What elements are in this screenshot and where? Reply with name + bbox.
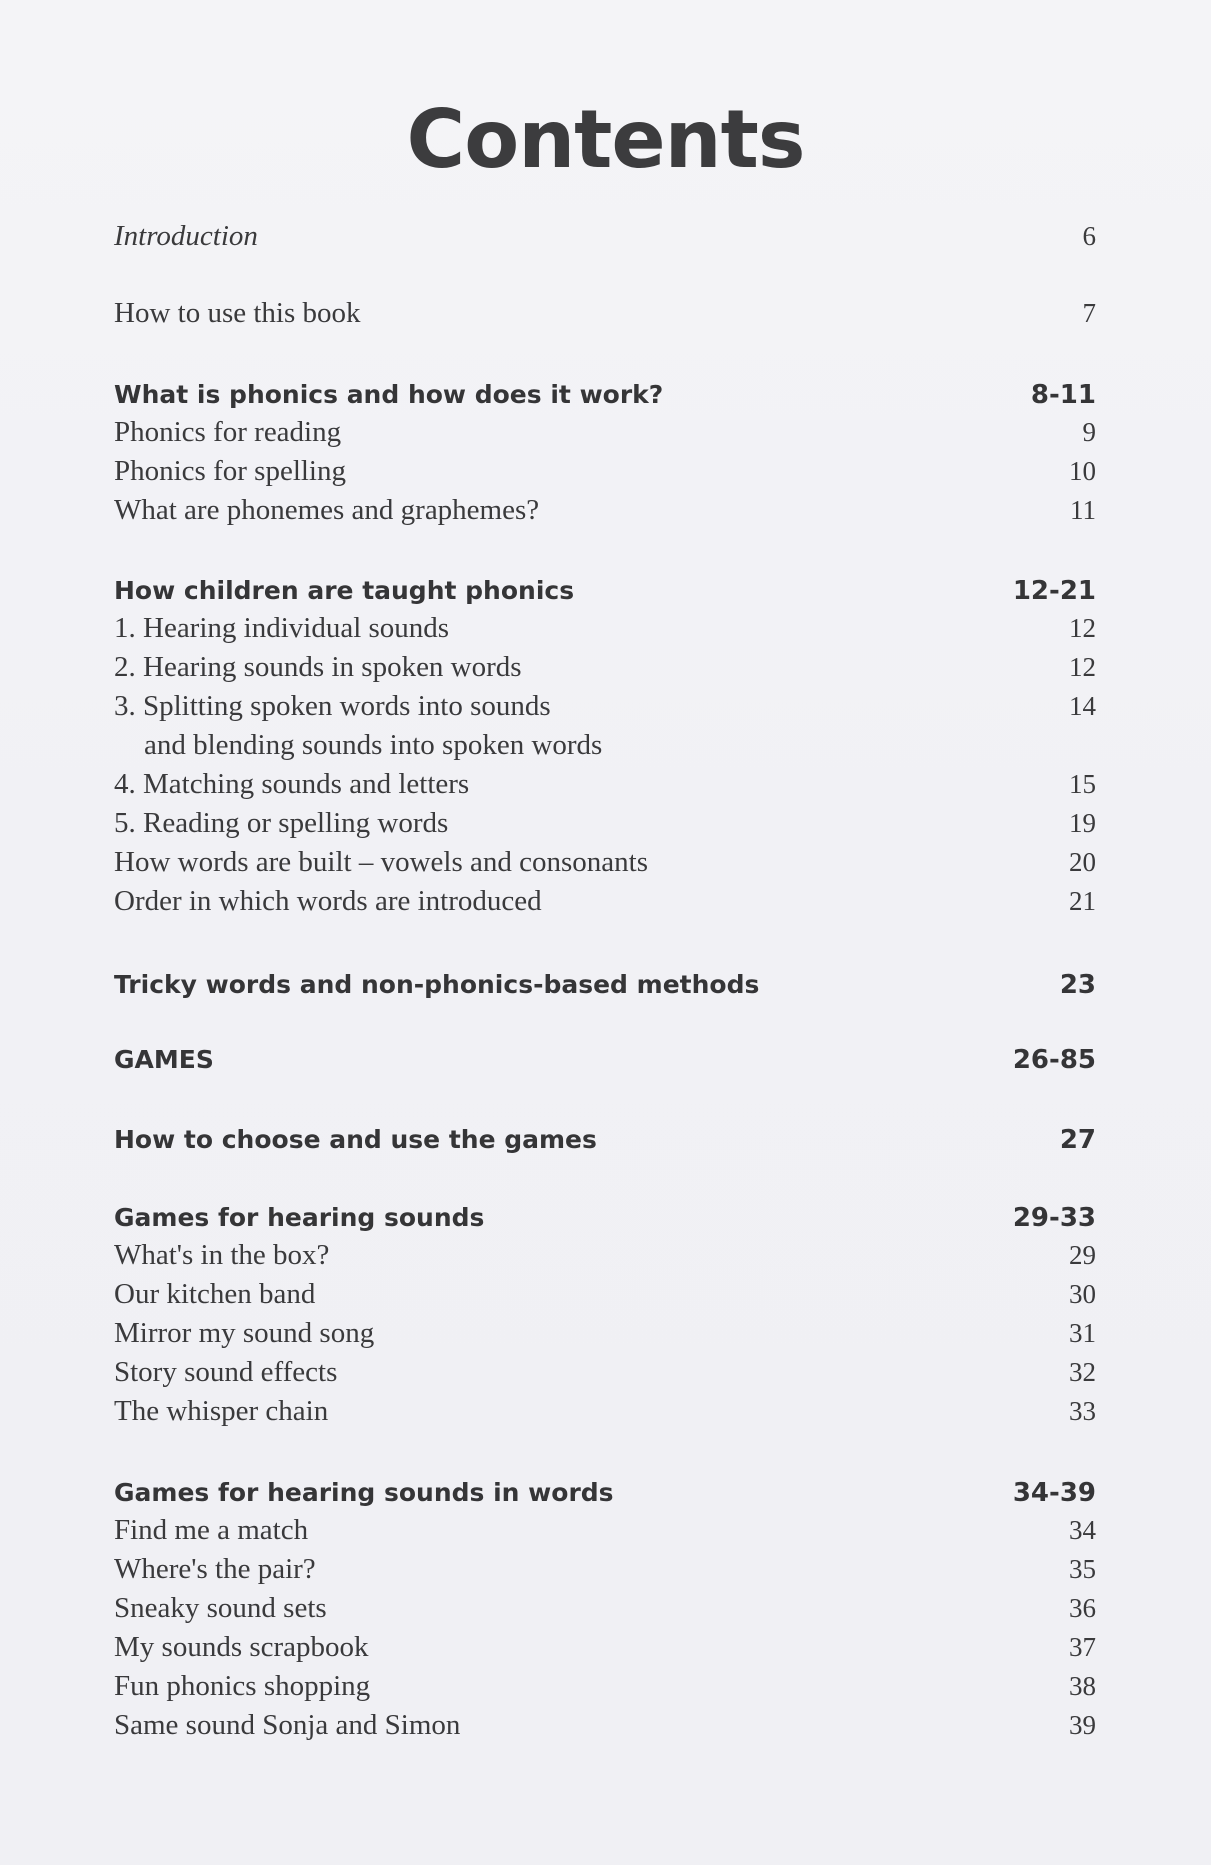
toc-entry-label: Introduction — [114, 220, 258, 252]
toc-entry — [114, 1395, 1096, 1428]
toc-entry-page: 19 — [1069, 808, 1096, 838]
toc-entry-page: 12 — [1069, 652, 1096, 682]
toc-section-page: 27 — [1059, 1125, 1096, 1155]
toc-entry-page: 7 — [1082, 298, 1096, 328]
toc-section-page: 23 — [1059, 970, 1096, 1000]
toc-entry-page: 10 — [1069, 456, 1096, 486]
toc-entry-label: The whisper chain — [114, 1395, 329, 1427]
toc-section-page: 34-39 — [1012, 1478, 1096, 1508]
toc-entry-label: My sounds scrapbook — [114, 1631, 369, 1663]
toc-entry — [114, 690, 1096, 723]
toc-entry-label: What's in the box? — [114, 1239, 330, 1271]
toc-section-label: Games for hearing sounds — [114, 1203, 485, 1232]
toc-entry-page: 9 — [1082, 417, 1096, 447]
toc-entry-page: 34 — [1069, 1515, 1096, 1545]
toc-entry-label: How words are built – vowels and consonants — [114, 846, 648, 878]
toc-entry — [114, 455, 1096, 488]
toc-section-how-to-choose — [114, 1125, 1096, 1155]
toc-section-label: Tricky words and non-phonics-based methods — [114, 970, 760, 999]
toc-section-games — [114, 1045, 1096, 1075]
toc-entry-label: Mirror my sound song — [114, 1317, 375, 1349]
toc-entry-label: Where's the pair? — [114, 1553, 316, 1585]
toc-section-page: 8-11 — [1030, 380, 1096, 410]
toc-entry-label: 2. Hearing sounds in spoken words — [114, 651, 522, 683]
toc-entry — [114, 612, 1096, 645]
toc-entry-label: Order in which words are introduced — [114, 885, 542, 917]
toc-entry-page: 32 — [1069, 1357, 1096, 1387]
toc-entry-label: 5. Reading or spelling words — [114, 807, 449, 839]
toc-entry — [114, 768, 1096, 801]
toc-section-how-children-taught — [114, 576, 1096, 606]
toc-entry-label: 4. Matching sounds and letters — [114, 768, 470, 800]
toc-entry — [114, 494, 1096, 527]
toc-entry-label: and blending sounds into spoken words — [144, 729, 603, 761]
toc-entry-label: What are phonemes and graphemes? — [114, 494, 540, 526]
toc-entry-page: 31 — [1069, 1318, 1096, 1348]
toc-entry — [114, 1278, 1096, 1311]
toc-entry-label: Find me a match — [114, 1514, 309, 1546]
toc-entry — [114, 846, 1096, 879]
toc-entry — [114, 1631, 1096, 1664]
toc-entry — [114, 651, 1096, 684]
toc-section-what-is-phonics — [114, 380, 1096, 410]
toc-entry-page: 39 — [1069, 1710, 1096, 1740]
toc-entry-introduction — [114, 220, 1096, 253]
toc-entry-label: How to use this book — [114, 297, 361, 329]
toc-section-label: How to choose and use the games — [114, 1125, 597, 1154]
toc-entry — [114, 1592, 1096, 1625]
toc-entry-page: 6 — [1082, 221, 1096, 251]
toc-entry-label: Phonics for reading — [114, 416, 342, 448]
toc-section-page: 29-33 — [1012, 1203, 1096, 1233]
toc-entry — [114, 807, 1096, 840]
toc-entry-page: 20 — [1069, 847, 1096, 877]
toc-entry-page: 12 — [1069, 613, 1096, 643]
toc-entry — [114, 885, 1096, 918]
page-title: Contents — [406, 93, 805, 186]
toc-entry-continuation — [114, 729, 1096, 762]
toc-entry-page: 30 — [1069, 1279, 1096, 1309]
toc-section-label: How children are taught phonics — [114, 576, 575, 605]
toc-entry-page: 11 — [1070, 495, 1096, 525]
toc-entry — [114, 1356, 1096, 1389]
toc-entry-page: 14 — [1069, 691, 1096, 721]
toc-entry-page: 21 — [1069, 886, 1096, 916]
toc-entry — [114, 1670, 1096, 1703]
toc-entry-page: 33 — [1069, 1396, 1096, 1426]
toc-section-label: What is phonics and how does it work? — [114, 380, 664, 409]
toc-entry-label: Fun phonics shopping — [114, 1670, 371, 1702]
toc-entry-label: Phonics for spelling — [114, 455, 346, 487]
toc-entry — [114, 1553, 1096, 1586]
toc-entry-page: 15 — [1069, 769, 1096, 799]
toc-section-label: Games for hearing sounds in words — [114, 1478, 614, 1507]
toc-section-hearing-sounds-in-words — [114, 1478, 1096, 1508]
toc-entry — [114, 416, 1096, 449]
toc-section-hearing-sounds — [114, 1203, 1096, 1233]
toc-entry-label: Our kitchen band — [114, 1278, 316, 1310]
toc-entry-page: 29 — [1069, 1240, 1096, 1270]
toc-entry-page: 36 — [1069, 1593, 1096, 1623]
toc-entry — [114, 1317, 1096, 1350]
toc-entry — [114, 1709, 1096, 1742]
toc-entry-label: Story sound effects — [114, 1356, 338, 1388]
toc-entry-label: 1. Hearing individual sounds — [114, 612, 450, 644]
toc-entry-how-to-use — [114, 297, 1096, 330]
toc-section-label: GAMES — [114, 1045, 214, 1074]
toc-entry-label: Same sound Sonja and Simon — [114, 1709, 461, 1741]
toc-entry-page: 38 — [1069, 1671, 1096, 1701]
toc-section-page: 26-85 — [1012, 1045, 1096, 1075]
toc-entry — [114, 1514, 1096, 1547]
toc-section-tricky-words — [114, 970, 1096, 1000]
toc-entry-page: 37 — [1069, 1632, 1096, 1662]
toc-entry-label: 3. Splitting spoken words into sounds — [114, 690, 551, 722]
toc-entry — [114, 1239, 1096, 1272]
toc-entry-label: Sneaky sound sets — [114, 1592, 327, 1624]
toc-section-page: 12-21 — [1012, 576, 1096, 606]
toc-entry-page: 35 — [1069, 1554, 1096, 1584]
